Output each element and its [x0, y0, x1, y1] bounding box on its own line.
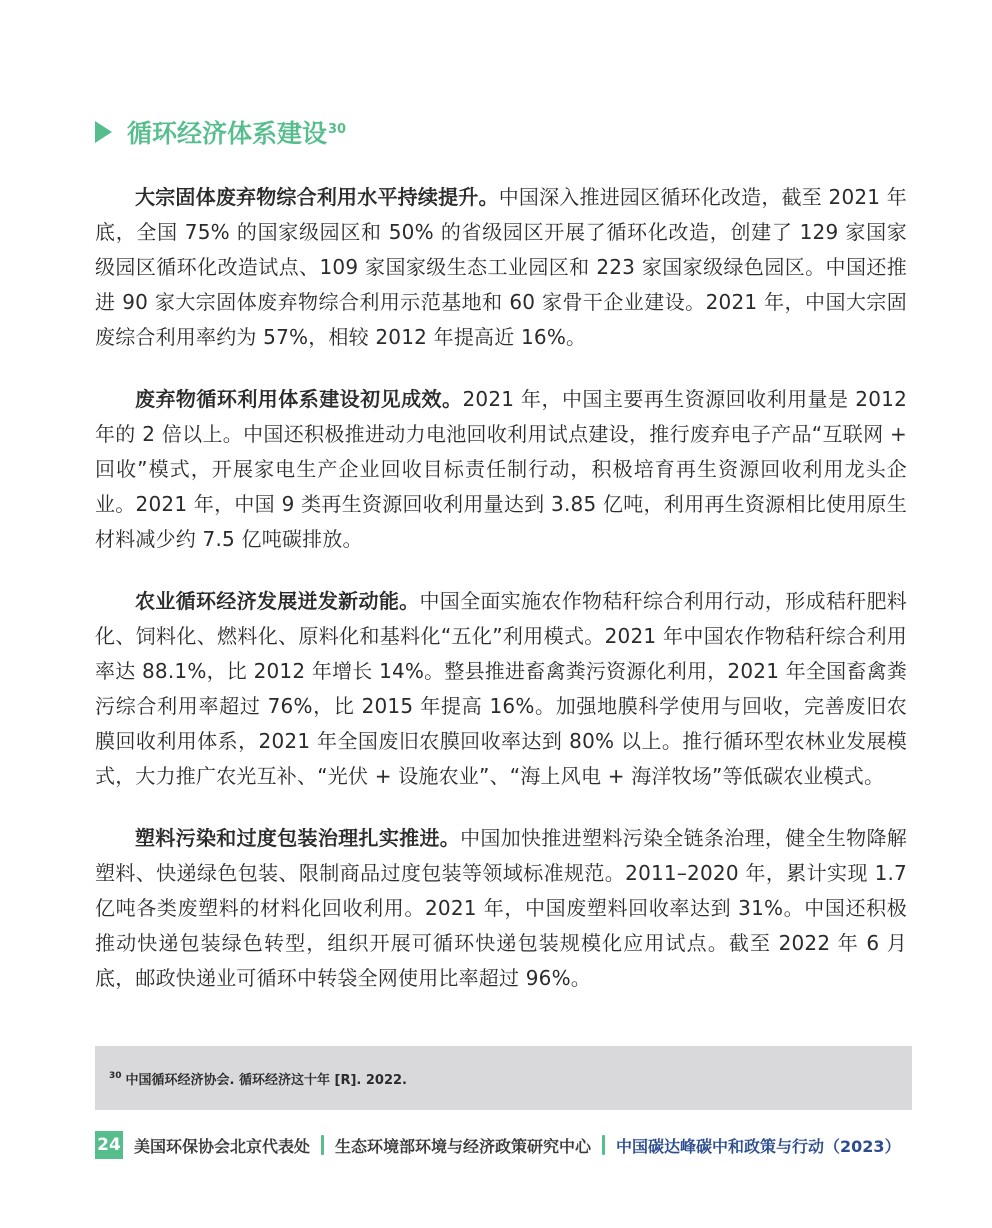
page-number-badge	[95, 1131, 123, 1159]
paragraph-4-lead: 塑料污染和过度包装治理扎实推进。	[135, 826, 461, 850]
paragraph-2-lead: 废弃物循环利用体系建设初见成效。	[135, 387, 463, 411]
paragraph-1-lead: 大宗固体废弃物综合利用水平持续提升。	[135, 185, 499, 209]
page-number: 24	[97, 1135, 121, 1155]
paragraph-2-body: 2021 年，中国主要再生资源回收利用量是 2012 年的 2 倍以上。中国还积极推进动力电池回收利用试点建设，推行废弃电子产品“互联网 + 回收”模式，开展家电生产企业回收目标责任制行动，积极培育再生资源回收利用龙头企业。2021 年，中国 9 类再生资源回收利用量达到 3.85 亿吨，利用再生资源相比使用原生材料减少约 7.5 亿吨碳排放。	[95, 387, 908, 551]
section-title	[127, 114, 346, 150]
main-content	[95, 114, 907, 1023]
footer-org-1: 美国环保协会北京代表处	[134, 1136, 311, 1156]
footnote-box	[95, 1046, 912, 1110]
section-title-superscript: 30	[328, 121, 347, 137]
footnote-superscript: 30	[109, 1071, 122, 1082]
paragraph-3	[95, 584, 907, 794]
footer-report-title: 中国碳达峰碳中和政策与行动（2023）	[616, 1136, 901, 1156]
paragraph-3-body: 中国全面实施农作物秸秆综合利用行动，形成秸秆肥料化、饲料化、燃料化、原料化和基料化“五化”利用模式。2021 年中国农作物秸秆综合利用率达 88.1%，比 2012 年增长 14%。整县推进畜禽粪污资源化利用，2021 年全国畜禽粪污综合利用率超过 76%，比 2015 年提高 16%。加强地膜科学使用与回收，完善废旧农膜回收利用体系，2021 年全国废旧农膜回收率达到 80% 以上。推行循环型农林业发展模式，大力推广农光互补、“光伏 + 设施农业”、“海上风电 + 海洋牧场”等低碳农业模式。	[95, 589, 907, 788]
paragraph-4-body: 中国加快推进塑料污染全链条治理，健全生物降解塑料、快递绿色包装、限制商品过度包装等领域标准规范。2011–2020 年，累计实现 1.7 亿吨各类废塑料的材料化回收利用。2021 年，中国废塑料回收率达到 31%。中国还积极推动快递包装绿色转型，组织开展可循环快递包装规模化应用试点。截至 2022 年 6 月底，邮政快递业可循环中转袋全网使用比率超过 96%。	[95, 826, 908, 990]
paragraph-4	[95, 821, 907, 996]
paragraph-3-lead: 农业循环经济发展迸发新动能。	[135, 589, 420, 613]
paragraph-1	[95, 180, 907, 355]
paragraph-1-body: 中国深入推进园区循环化改造，截至 2021 年底，全国 75% 的国家级园区和 50% 的省级园区开展了循环化改造，创建了 129 家国家级园区循环化改造试点、109 家国家级生态工业园区和 223 家国家级绿色园区。中国还推进 90 家大宗固体废弃物综合利用示范基地和 60 家骨干企业建设。2021 年，中国大宗固废综合利用率约为 57%，相较 2012 年提高近 16%。	[95, 185, 907, 349]
footer-divider-1	[321, 1135, 324, 1155]
footer-org-2: 生态环境部环境与经济政策研究中心	[335, 1136, 592, 1156]
page-footer	[95, 1131, 901, 1159]
footnote-text: 中国循环经济协会. 循环经济这十年 [R]. 2022.	[125, 1072, 407, 1088]
triangle-bullet-icon	[95, 121, 112, 143]
paragraph-2	[95, 382, 907, 557]
section-heading	[95, 114, 907, 150]
footer-divider-2	[602, 1135, 605, 1155]
footnote	[109, 1069, 407, 1088]
section-title-text: 循环经济体系建设	[127, 119, 328, 148]
